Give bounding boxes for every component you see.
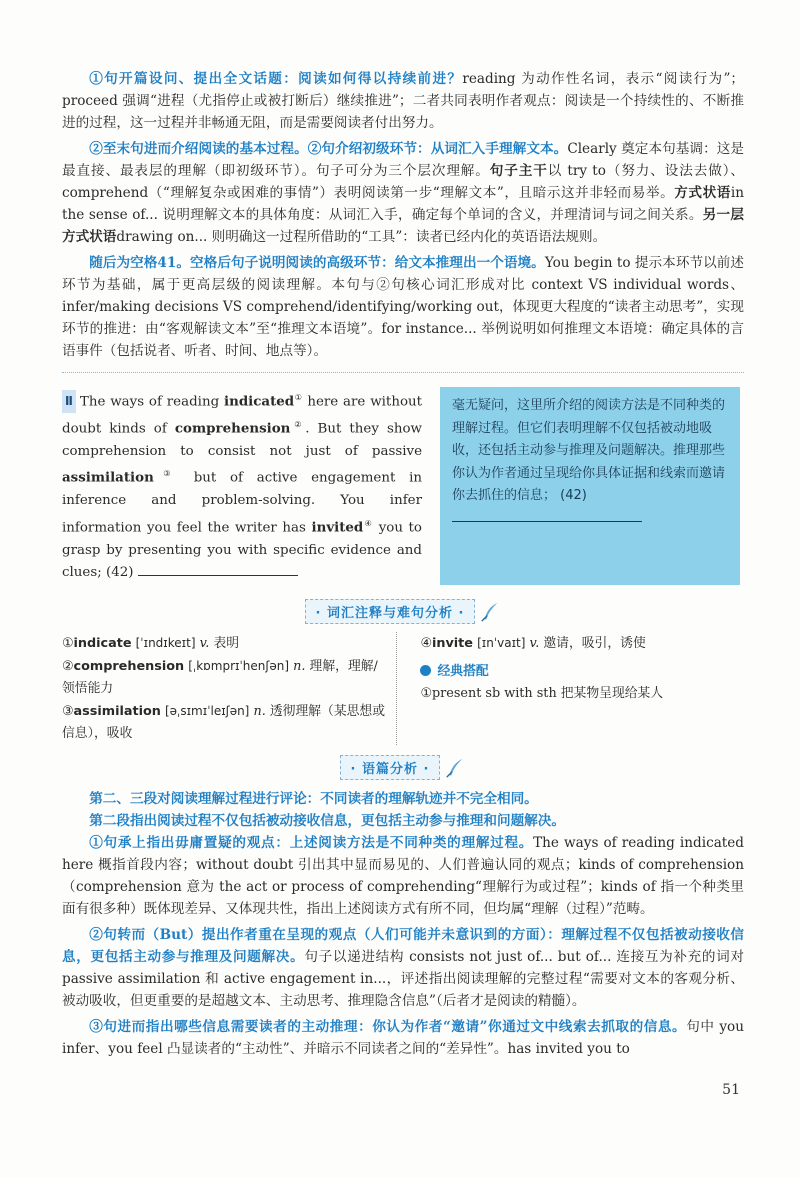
analysis-heading-2: 第二段指出阅读过程不仅包括被动接收信息，更包括主动参与推理和问题解决。: [89, 812, 565, 829]
answer-blank[interactable]: [138, 563, 298, 576]
translation-box: [440, 387, 740, 585]
paragraph-1: [62, 68, 744, 134]
page-content: [62, 68, 744, 1060]
paragraph-2: [62, 138, 744, 248]
footnote-mark: ①: [294, 393, 303, 402]
vocab-notes: [62, 632, 744, 745]
vocab-word: comprehension: [73, 658, 185, 674]
collocation-heading: [420, 661, 744, 683]
quill-icon: [444, 757, 466, 779]
divider: [62, 372, 744, 373]
section-title: · 语篇分析 ·: [340, 755, 441, 780]
vocab-column-right: [420, 632, 744, 745]
vocab-column-left: [62, 632, 386, 745]
passage-text: you to grasp by presenting you with specific evidence and clues;: [62, 520, 422, 581]
section-heading-vocab: [62, 599, 744, 624]
answer-blank[interactable]: [452, 509, 642, 522]
paragraph-lead: 随后为空格41。空格后句子说明阅读的高级环节：给文本推理出一个语境。: [89, 255, 545, 271]
term-bold: 方式状语: [674, 185, 731, 201]
phonetic: [ˈɪndɪkeɪt]: [135, 635, 196, 650]
vocab-word: indicate: [73, 635, 132, 651]
phonetic: [ˌkɒmprɪˈhenʃən]: [188, 658, 290, 673]
footnote-mark: ③: [153, 469, 180, 479]
bullet-dot-icon: [420, 665, 431, 676]
paragraph-number: Ⅱ: [62, 390, 76, 413]
vocab-word: assimilation: [62, 469, 154, 486]
phonetic: [ɪnˈvaɪt]: [477, 635, 526, 650]
meaning: 透彻理解（某思想或信息），吸收: [62, 703, 386, 741]
passage-text: here are without doubt kinds of: [62, 394, 423, 437]
paragraph-text: drawing on... 则明确这一过程所借助的“工具”：读者已经内化的英语语法规则。: [116, 229, 607, 245]
paragraph-lead: ①句开篇设问、提出全文话题：阅读如何得以持续前进？: [89, 71, 463, 87]
collocation-title: 经典搭配: [437, 663, 489, 679]
passage-block: [62, 387, 744, 585]
section-heading-analysis: [62, 755, 744, 780]
part-of-speech: v.: [199, 635, 210, 651]
analysis-heading-1: 第二、三段对阅读理解过程进行评论：不同读者的理解轨迹并不完全相同。: [89, 790, 538, 807]
footnote-mark: ④: [363, 518, 374, 528]
meaning: 表明: [213, 635, 240, 651]
analysis-paragraph-1: ①句承上指出毋庸置疑的观点：上述阅读方法是不同种类的理解过程。The ways of reading indicated here 概指首段内容；without doubt 引出其中显而易见的、人们普遍认同的观点；kinds of comprehension（comprehension 意为 the act or process of comprehending“理解行为或过程”；kinds of 指一个种类里面有很多种）既体现差异、又体现共性，指出上述阅读方式有所不同，但均属“理解（过程）”范畴。: [62, 834, 745, 917]
vocab-entry: ④invite [ɪnˈvaɪt] v. 邀请，吸引，诱使: [420, 635, 646, 651]
footnote-mark: ②: [290, 419, 306, 429]
part-of-speech: n.: [293, 658, 306, 674]
vocab-word: assimilation: [73, 703, 161, 719]
vocab-entry: ③assimilation [əˌsɪmɪˈleɪʃən] n. 透彻理解（某思想或信息），吸收: [62, 703, 386, 741]
paragraph-text: 以 try to（努力、设法去做）、comprehend（“理解复杂或困难的事情”）表明阅读第一步“理解文本”，且暗示这并非轻而易举。: [62, 163, 744, 201]
vocab-entry: ②comprehension [ˌkɒmprɪˈhenʃən] n. 理解，理解/领悟能力: [62, 658, 378, 696]
paragraph-lead: ②至末句进而介绍阅读的基本过程。②句介绍初级环节：从词汇入手理解文本。: [89, 141, 568, 157]
term-bold: 另一层方式状语: [62, 207, 744, 245]
meaning: 理解，理解/领悟能力: [62, 658, 378, 696]
paragraph-text: reading 为动作性名词，表示“阅读行为”；proceed 强调“进程（尤指停止或被打断后）继续推进”；二者共同表明作者观点：阅读是一个持续性的、不断推进的过程，这一过程并非畅通无阻，而是需要阅读者付出努力。: [62, 71, 745, 131]
english-passage: [62, 387, 422, 585]
paragraph-text: in the sense of... 说明理解文本的具体角度：从词汇入手，确定每个单词的含义，并理清词与词之间关系。: [62, 185, 744, 223]
phonetic: [əˌsɪmɪˈleɪʃən]: [164, 703, 250, 718]
quill-icon: [479, 601, 501, 623]
blank-number: (42): [560, 488, 587, 503]
section-title: · 词汇注释与难句分析 ·: [305, 599, 476, 624]
vocab-word: indicated: [224, 393, 295, 410]
meaning: 邀请，吸引，诱使: [543, 635, 646, 651]
vocab-entry: ①indicate [ˈɪndɪkeɪt] v. 表明: [62, 635, 240, 651]
passage-text: The ways of reading: [79, 394, 220, 410]
column-divider: [396, 632, 411, 745]
paragraph-text: Clearly 奠定本句基调：这是最直接、最表层的理解（即初级环节）。句子可分为三个层次理解。: [62, 141, 745, 179]
paragraph-text: You begin to 提示本环节以前述环节为基础，属于更高层级的阅读理解。本句与②句核心词汇形成对比 context VS individual words、infer/making decisions VS comprehend/identifying/working out，体现更大程度的“读者主动思考”，实现环节的推进：由“客观解读文本”至“推理文本语境”。for instance... 举例说明如何推理文本语境：确定具体的言语事件（包括说者、听者、时间、地点等）。: [62, 255, 744, 359]
passage-text: but of active engagement in inference and problem-solving. You infer information you feel the writer has: [62, 470, 422, 536]
translation-text: 毫无疑问，这里所介绍的阅读方法是不同种类的理解过程。但它们表明理解不仅包括被动地吸收，还包括主动参与推理及问题解决。推理那些你认为作者通过呈现给你具体证据和线索而邀请你去抓住的信息；: [452, 398, 726, 503]
page-number: 51: [722, 1082, 740, 1098]
analysis-paragraph-3: ③句进而指出哪些信息需要读者的主动推理：你认为作者“邀请”你通过文中线索去抓取的信息。句中 you infer、you feel 凸显读者的“主动性”、并暗示不同读者之间的“差异性”。has invited you to: [62, 1018, 744, 1057]
passage-text: . But they show comprehension to consist not just of passive: [62, 421, 422, 459]
part-of-speech: v.: [529, 635, 540, 651]
part-of-speech: n.: [253, 703, 266, 719]
analysis-paragraph-2: ②句转而（But）提出作者重在呈现的观点（人们可能并未意识到的方面）：理解过程不仅包括被动接收信息，更包括主动参与推理及问题解决。句子以递进结构 consists not just of... but of... 连接互为补充的词对 passive assimilation 和 active engagement in...，评述指出阅读理解的完整过程“需要对文本的客观分析、被动吸收，但更重要的是超越文本、主动思考、推理隐含信息”（后者才是阅读的精髓）。: [62, 926, 745, 1009]
vocab-word: comprehension: [174, 420, 291, 437]
term-bold: 句子主干: [489, 163, 548, 179]
blank-number: (42): [105, 565, 134, 581]
paragraph-3: [62, 252, 744, 362]
vocab-word: invited: [311, 519, 364, 536]
vocab-word: invite: [431, 635, 473, 651]
collocation-item: ①present sb with sth 把某物呈现给某人: [420, 685, 664, 701]
